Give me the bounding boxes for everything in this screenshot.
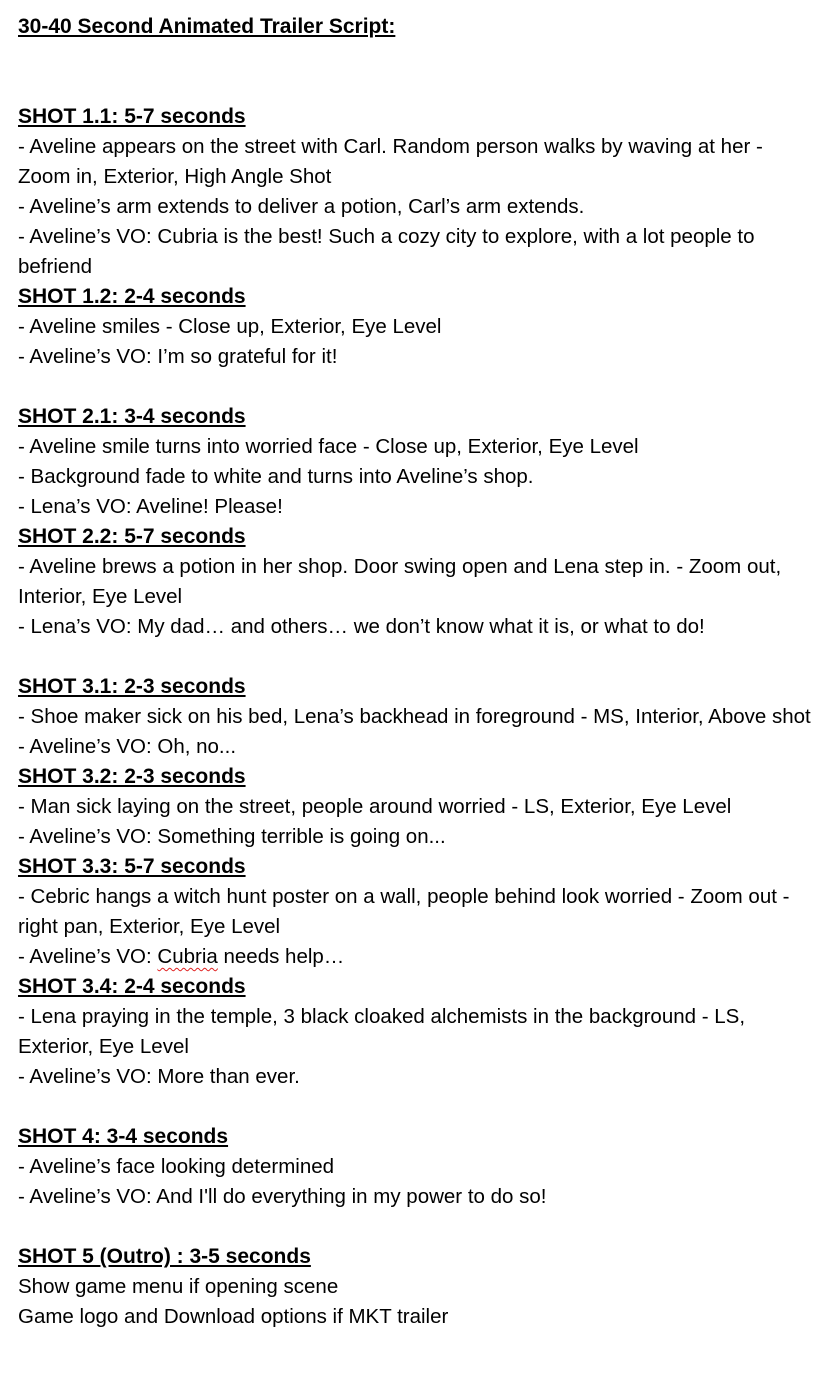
shot-line: - Aveline brews a potion in her shop. Door swing open and Lena step in. - Zoom out, Interior, Eye Level [18,555,782,608]
shot-line: Game logo and Download options if MKT trailer [18,1305,449,1328]
shot-line: - Aveline’s VO: I’m so grateful for it! [18,345,338,368]
spellcheck-flagged-word[interactable]: Cubria [157,945,218,968]
shot-heading: SHOT 5 (Outro) : 3-5 seconds [18,1245,311,1268]
shot-heading: SHOT 4: 3-4 seconds [18,1125,229,1148]
blank-space [18,42,820,102]
document-title: 30-40 Second Animated Trailer Script: [18,15,396,38]
shot-2-1 [18,402,820,522]
shot-1-2 [18,282,820,372]
shot-heading: SHOT 3.2: 2-3 seconds [18,765,246,788]
vo-suffix: needs help… [217,945,345,968]
shot-line: - Aveline’s face looking determined [18,1155,335,1178]
shot-line-vo [18,942,820,972]
shot-heading: SHOT 3.4: 2-4 seconds [18,975,246,998]
shot-heading: SHOT 2.1: 3-4 seconds [18,405,246,428]
shot-line: - Shoe maker sick on his bed, Lena’s backhead in foreground - MS, Interior, Above shot [18,705,811,728]
shot-3-2 [18,762,820,852]
shot-line: - Aveline’s arm extends to deliver a potion, Carl’s arm extends. [18,195,585,218]
shot-line: - Aveline’s VO: Something terrible is going on... [18,825,446,848]
shot-line: - Aveline’s VO: Cubria is the best! Such a cozy city to explore, with a lot people to befriend [18,225,755,278]
blank-line [18,1092,820,1122]
blank-line [18,372,820,402]
shot-2-2 [18,522,820,642]
shot-3-4 [18,972,820,1092]
shot-line: Show game menu if opening scene [18,1275,339,1298]
shot-5 [18,1242,820,1332]
shot-heading: SHOT 2.2: 5-7 seconds [18,525,246,548]
blank-line [18,642,820,672]
shot-line: - Background fade to white and turns into Aveline’s shop. [18,465,534,488]
shot-line: - Lena’s VO: Aveline! Please! [18,495,283,518]
shot-1-1 [18,102,820,282]
shot-line: - Aveline smiles - Close up, Exterior, Eye Level [18,315,442,338]
shot-heading: SHOT 1.2: 2-4 seconds [18,285,246,308]
shot-4 [18,1122,820,1212]
shot-line: - Man sick laying on the street, people around worried - LS, Exterior, Eye Level [18,795,732,818]
shot-3-1 [18,672,820,762]
shot-line: - Aveline smile turns into worried face - Close up, Exterior, Eye Level [18,435,639,458]
vo-prefix: - Aveline’s VO: [18,945,158,968]
shot-line: - Aveline’s VO: And I'll do everything in my power to do so! [18,1185,547,1208]
shot-line: - Lena praying in the temple, 3 black cloaked alchemists in the background - LS, Exterior, Eye Level [18,1005,746,1058]
shot-line: - Aveline’s VO: More than ever. [18,1065,300,1088]
blank-line [18,1212,820,1242]
shot-line: - Aveline’s VO: Oh, no... [18,735,237,758]
shot-heading: SHOT 1.1: 5-7 seconds [18,105,246,128]
shot-heading: SHOT 3.3: 5-7 seconds [18,855,246,878]
shot-line: - Cebric hangs a witch hunt poster on a wall, people behind look worried - Zoom out - right pan, Exterior, Eye Level [18,885,790,938]
shot-line: - Aveline appears on the street with Carl. Random person walks by waving at her - Zoom in, Exterior, High Angle Shot [18,135,763,188]
shot-heading: SHOT 3.1: 2-3 seconds [18,675,246,698]
shot-3-3 [18,852,820,972]
shot-line: - Lena’s VO: My dad… and others… we don’t know what it is, or what to do! [18,615,705,638]
